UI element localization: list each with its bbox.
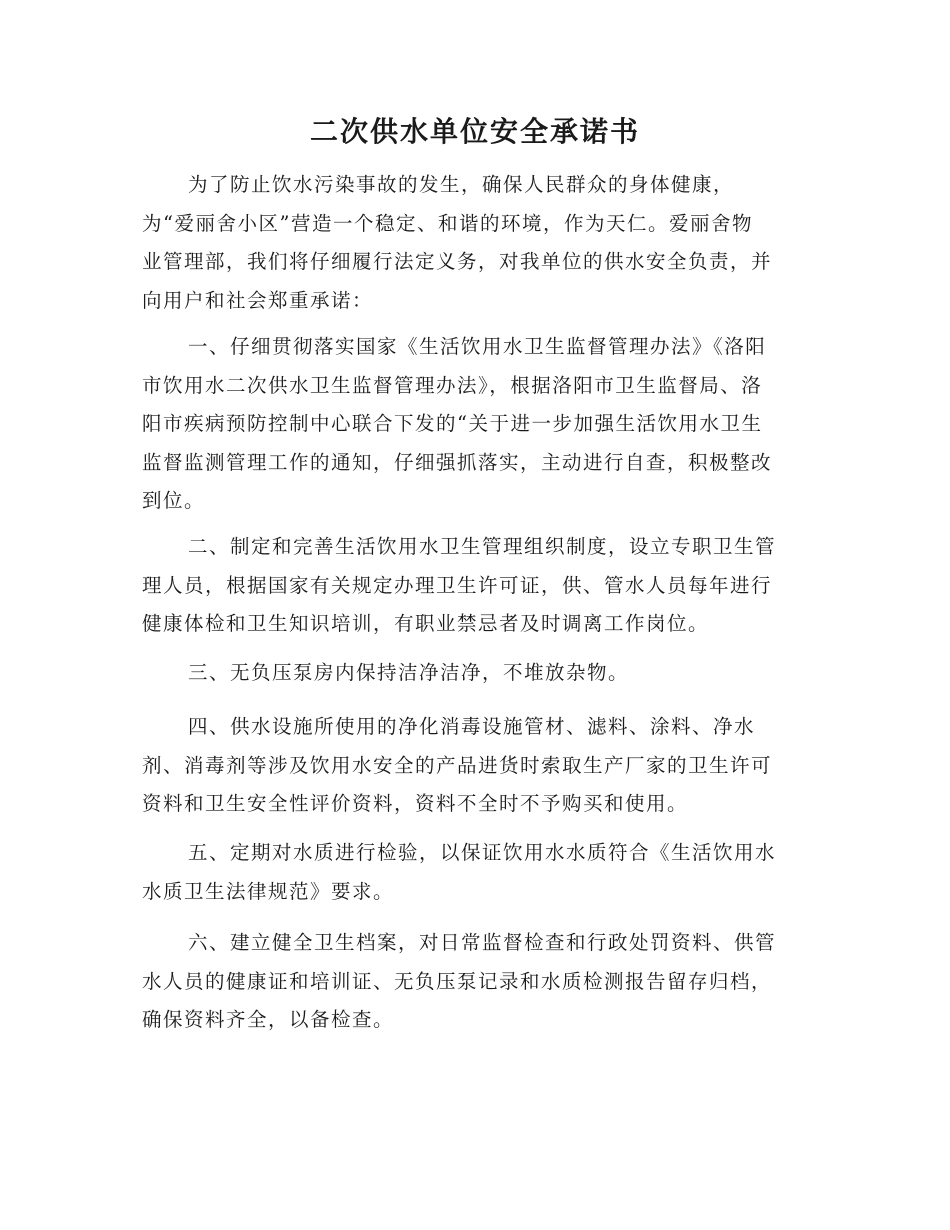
commitment-item-3 [142,654,802,693]
paragraph-line: 市饮用水二次供水卫生监督管理办法》，根据洛阳市卫生监督局、洛 [142,373,763,397]
paragraph-line: 确保资料齐全，以备检查。 [142,1008,395,1031]
paragraph-line: 健康体检和卫生知识培训，有职业禁忌者及时调离工作岗位。 [142,612,710,635]
paragraph-line: 四、供水设施所使用的净化消毒设施管材、滤料、涂料、净水 [188,715,756,738]
commitment-item-6 [142,924,802,1040]
paragraph-line: 二、制定和完善生活饮用水卫生管理组织制度，设立专职卫生管 [188,535,777,558]
paragraph-line: 为了防止饮水污染事故的发生，确保人民群众的身体健康， [188,173,735,196]
paragraph-line: 业管理部，我们将仔细履行法定义务，对我单位的供水安全负责，并 [142,250,773,273]
paragraph-line: 资料和卫生安全性评价资料，资料不全时不予购买和使用。 [142,792,689,815]
commitment-item-1 [142,328,802,521]
document-title: 二次供水单位安全承诺书 [309,115,640,148]
paragraph-line: 剂、消毒剂等涉及饮用水安全的产品进货时索取生产厂家的卫生许可 [142,753,773,777]
commitment-item-4 [142,708,802,824]
paragraph-line: 一、仔细贯彻落实国家《生活饮用水卫生监督管理办法》《洛阳 [188,335,767,358]
paragraph-line: 水人员的健康证和培训证、无负压泵记录和水质检测报告留存归档， [142,969,773,993]
intro-paragraph [142,166,802,320]
paragraph-line: 三、无负压泵房内保持洁净洁净，不堆放杂物。 [188,661,630,684]
paragraph-line: 水质卫生法律规范》要求。 [142,879,395,903]
paragraph-line: 到位。 [142,489,206,512]
commitment-item-5 [142,834,802,911]
commitment-item-2 [142,528,802,644]
paragraph-line: 向用户和社会郑重承诺： [142,288,374,312]
paragraph-line: 阳市疾病预防控制中心联合下发的“关于进一步加强生活饮用水卫生 [142,412,763,435]
paragraph-line: 理人员，根据国家有关规定办理卫生许可证，供、管水人员每年进行 [142,573,773,597]
paragraph-line: 五、定期对水质进行检验，以保证饮用水水质符合《生活饮用水 [188,841,777,864]
paragraph-line: 六、建立健全卫生档案，对日常监督检查和行政处罚资料、供管 [188,931,777,954]
paragraph-line: 监督监测管理工作的通知，仔细强抓落实，主动进行自查，积极整改 [142,450,773,474]
paragraph-line: 为“爱丽舍小区”营造一个稳定、和谐的环境，作为天仁。爱丽舍物 [142,211,753,235]
